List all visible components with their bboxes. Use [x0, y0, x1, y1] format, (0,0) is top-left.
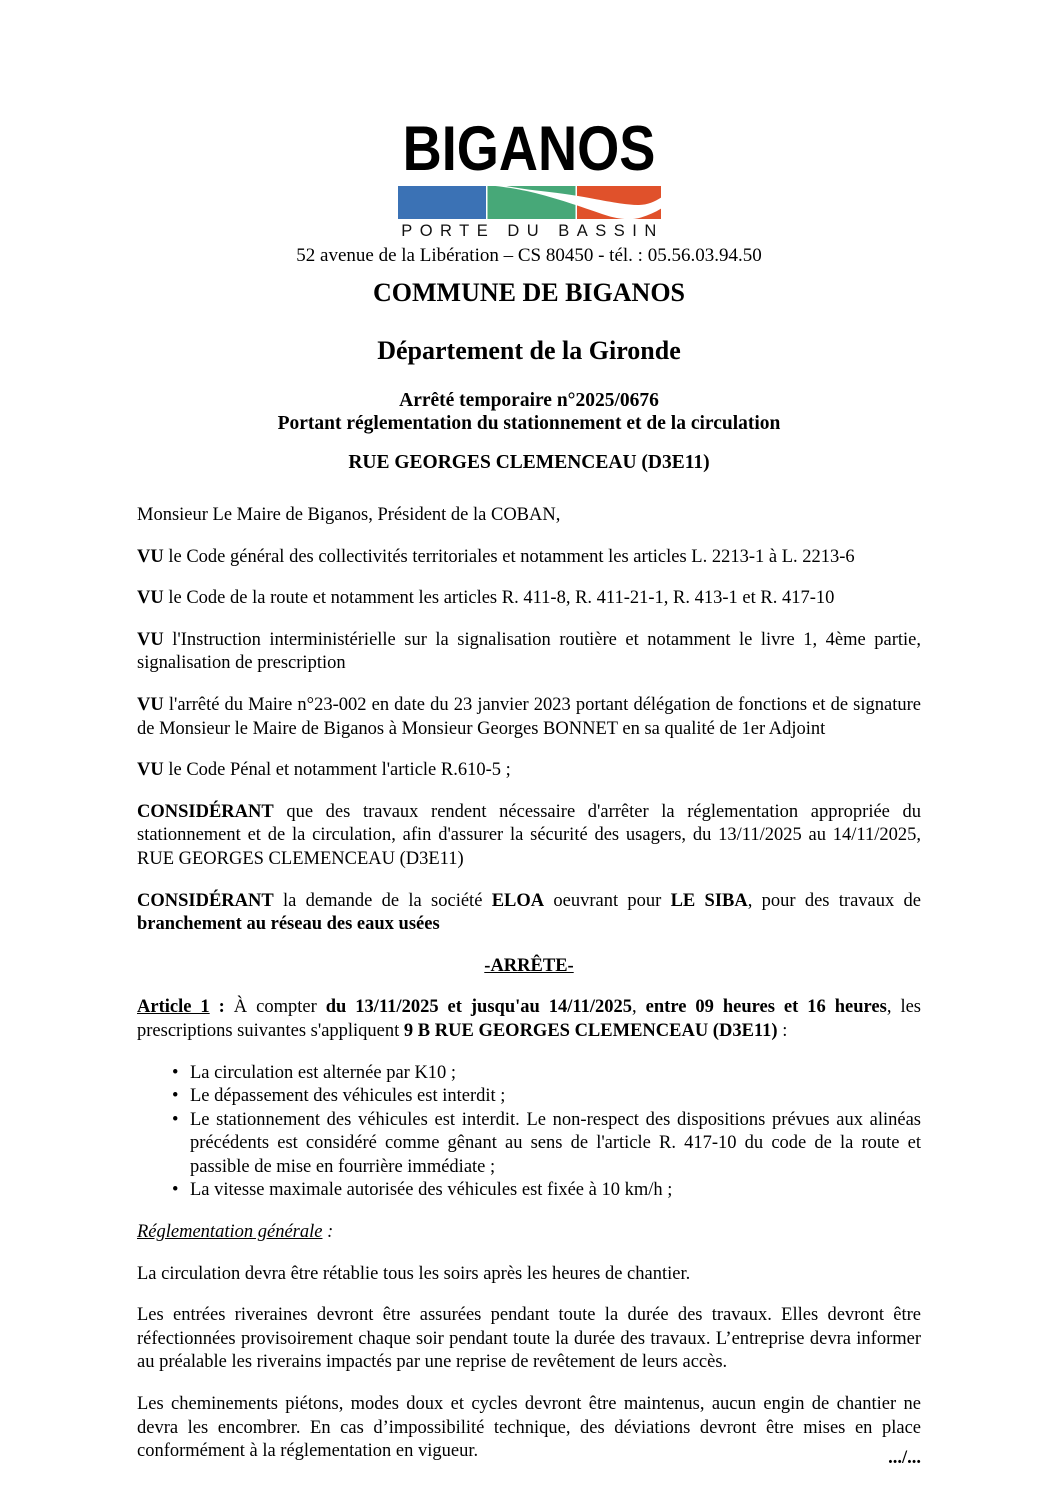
vu-code-penal: VU le Code Pénal et notamment l'article R.610-5 ;	[137, 760, 511, 781]
arrete-heading: -ARRÊTE-	[484, 955, 574, 976]
arrete-subject: Portant réglementation du stationnement et de la circulation	[277, 413, 781, 434]
salutation: Monsieur Le Maire de Biganos, Président de la COBAN,	[137, 505, 561, 525]
logo-tagline: PORTE DU BASSIN	[401, 222, 664, 240]
considerant-travaux: CONSIDÉRANT que des travaux rendent nécessaire d'arrêter la réglementation appropriée du stationnement et de la circulation, afin d'assurer la sécurité des usagers, du 13/11/2025 au 14/11/2025, RUE GEORGES CLEMENCEAU (D3E11)	[137, 801, 921, 869]
prescriptions-list	[137, 1062, 921, 1204]
vu-instruction: VU l'Instruction interministérielle sur la signalisation routière et notamment le livre 1, 4ème partie, signalisation de prescription	[137, 629, 921, 674]
commune-title: COMMUNE DE BIGANOS	[372, 278, 685, 307]
logo-address: 52 avenue de la Libération – CS 80450 - tél. : 05.56.03.94.50	[296, 244, 762, 266]
arrete-heading-block	[0, 389, 1058, 435]
reglementation-heading: Réglementation générale :	[137, 1222, 334, 1243]
entrees-riveraines: Les entrées riveraines devront être assurées pendant toute la durée des travaux. Elles devront être réfectionnées provisoirement chaque soir pendant toute la durée des travaux. L’entreprise devra informer au préalable les riverains impactés par une reprise de revêtement de leurs accès.	[137, 1305, 921, 1373]
vu-code-general: VU le Code général des collectivités territoriales et notamment les articles L. 2213-1 à L. 2213-6	[137, 546, 855, 567]
considerant-demande: CONSIDÉRANT la demande de la société ELOA oeuvrant pour LE SIBA, pour des travaux de branchement au réseau des eaux usées	[137, 890, 921, 935]
cheminements-pietons: Les cheminements piétons, modes doux et cycles devront être maintenus, aucun engin de chantier ne devra les encombrer. En cas d’impossibilité technique, des déviations devront être mises en place conformément à la réglementation en vigueur.	[137, 1394, 921, 1462]
bullet-item: • La circulation est alternée par K10 ;	[170, 1062, 921, 1086]
logo-color-bar	[398, 186, 661, 219]
street-title: RUE GEORGES CLEMENCEAU (D3E11)	[348, 452, 710, 473]
departement-title: Département de la Gironde	[377, 336, 681, 365]
logo-bar-graphic	[398, 186, 661, 219]
bullet-item: • Le stationnement des véhicules est interdit. Le non-respect des dispositions prévues aux alinéas précédents est considéré comme gênant au sens de l'article R. 417-10 du code de la route et passible de mise en fourrière immédiate ;	[170, 1109, 921, 1180]
vu-code-route: VU le Code de la route et notamment les articles R. 411-8, R. 411-21-1, R. 413-1 et R. 417-10	[137, 588, 835, 609]
vu-arrete-maire: VU l'arrêté du Maire n°23-002 en date du 23 janvier 2023 portant délégation de fonctions et de signature de Monsieur le Maire de Biganos à Monsieur Georges BONNET en sa qualité de 1er Adjoint	[137, 694, 921, 739]
logo-wordmark: BIGANOS	[402, 114, 656, 184]
document-body	[137, 504, 921, 1482]
bullet-item: • La vitesse maximale autorisée des véhicules est fixée à 10 km/h ;	[170, 1179, 921, 1203]
arrete-number: Arrêté temporaire n°2025/0676	[399, 390, 659, 411]
biganos-logo	[0, 114, 1058, 266]
bullet-item: • Le dépassement des véhicules est interdit ;	[170, 1085, 921, 1109]
logo-bar-blue-segment	[398, 186, 486, 219]
article-1: Article 1 : À compter du 13/11/2025 et jusqu'au 14/11/2025, entre 09 heures et 16 heures, les prescriptions suivantes s'appliquent 9 B RUE GEORGES CLEMENCEAU (D3E11) :	[137, 997, 921, 1041]
circulation-retablie: La circulation devra être rétablie tous les soirs après les heures de chantier.	[137, 1263, 691, 1284]
continuation-mark: .../...	[888, 1448, 921, 1468]
